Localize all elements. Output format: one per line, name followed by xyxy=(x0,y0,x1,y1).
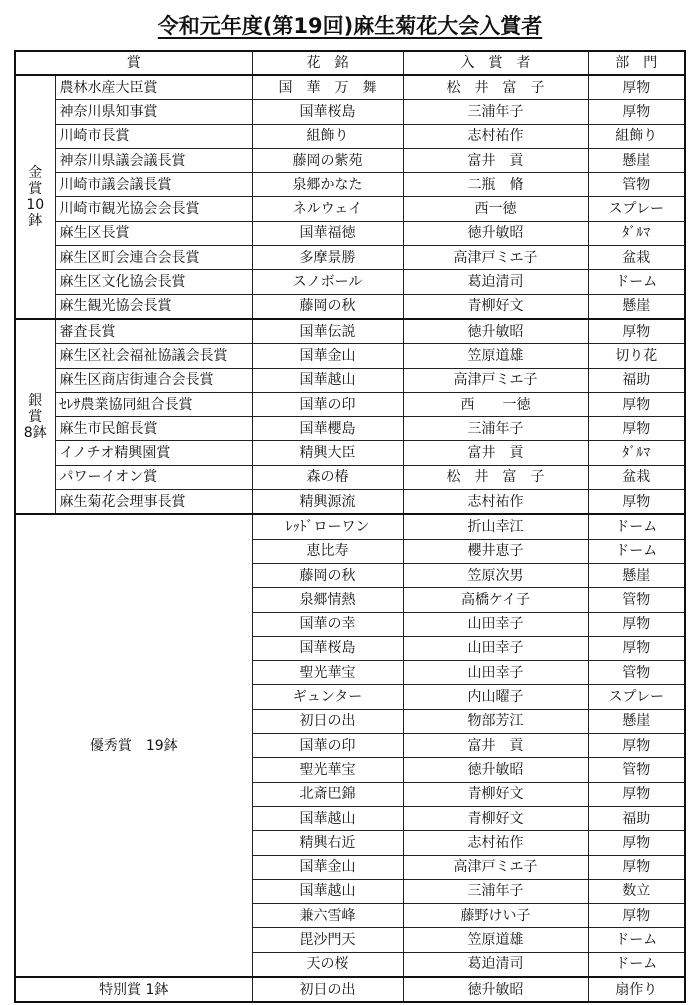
winner-name: 徳升敏昭 xyxy=(403,758,588,782)
department: スプレー xyxy=(588,685,685,709)
award-name: 麻生菊花会理事長賞 xyxy=(55,490,252,515)
winner-name: 志村祐作 xyxy=(403,831,588,855)
winner-name: 笠原道雄 xyxy=(403,344,588,368)
flower-name: 聖光華宝 xyxy=(252,661,403,685)
page-title xyxy=(0,10,700,40)
flower-name: 毘沙門天 xyxy=(252,928,403,952)
department: 扇作り xyxy=(588,977,685,1002)
award-name: 農林水産大臣賞 xyxy=(55,75,252,100)
flower-name: 泉郷かなた xyxy=(252,173,403,197)
winner-name: 葛迫清司 xyxy=(403,270,588,294)
winner-name: 青柳好文 xyxy=(403,782,588,806)
department: 盆栽 xyxy=(588,465,685,489)
winner-name: 山田幸子 xyxy=(403,636,588,660)
winner-name: 折山幸江 xyxy=(403,514,588,539)
flower-name: 多摩景勝 xyxy=(252,246,403,270)
header-award: 賞 xyxy=(15,51,252,75)
winner-name: 志村祐作 xyxy=(403,490,588,515)
table-row xyxy=(15,392,685,416)
silver-award-label-line: 銀 xyxy=(28,392,43,409)
flower-name: 組飾り xyxy=(252,124,403,148)
flower-name: 恵比寿 xyxy=(252,539,403,563)
table-row xyxy=(15,465,685,489)
department: 盆栽 xyxy=(588,246,685,270)
award-name: 麻生市民館長賞 xyxy=(55,417,252,441)
header-row xyxy=(15,51,685,75)
table-row xyxy=(15,197,685,221)
table-row xyxy=(15,294,685,319)
gold-award-label-line: 金 xyxy=(28,164,43,181)
department: 厚物 xyxy=(588,612,685,636)
department: 懸崖 xyxy=(588,709,685,733)
table-row xyxy=(15,221,685,245)
winner-name: 笠原道雄 xyxy=(403,928,588,952)
table-row xyxy=(15,319,685,344)
table-row xyxy=(15,977,685,1002)
department: スプレー xyxy=(588,197,685,221)
winner-name: 笠原次男 xyxy=(403,563,588,587)
department: ドーム xyxy=(588,514,685,539)
gold-award-label xyxy=(15,75,55,319)
department: 厚物 xyxy=(588,831,685,855)
winner-name: 松 井 富 子 xyxy=(403,75,588,100)
winner-name: 富井 貢 xyxy=(403,441,588,465)
department: 厚物 xyxy=(588,100,685,124)
flower-name: 藤岡の秋 xyxy=(252,294,403,319)
winner-name: 青柳好文 xyxy=(403,294,588,319)
department: 厚物 xyxy=(588,734,685,758)
department: 懸崖 xyxy=(588,148,685,172)
award-name: 麻生観光協会長賞 xyxy=(55,294,252,319)
flower-name: 国 華 万 舞 xyxy=(252,75,403,100)
header-dept: 部 門 xyxy=(588,51,685,75)
table-row xyxy=(15,344,685,368)
department: ﾀﾞﾙﾏ xyxy=(588,221,685,245)
award-name: 麻生区社会福祉協議会長賞 xyxy=(55,344,252,368)
flower-name: ネルウェイ xyxy=(252,197,403,221)
department: ﾀﾞﾙﾏ xyxy=(588,441,685,465)
department: 管物 xyxy=(588,588,685,612)
flower-name: 国華櫻島 xyxy=(252,417,403,441)
table-row xyxy=(15,173,685,197)
winner-name: 富井 貢 xyxy=(403,734,588,758)
silver-award-label-line: 賞 xyxy=(28,408,43,425)
department: 厚物 xyxy=(588,782,685,806)
flower-name: 泉郷情熱 xyxy=(252,588,403,612)
special-award-label: 特別賞 1鉢 xyxy=(15,977,252,1002)
flower-name: 国華の幸 xyxy=(252,612,403,636)
department: 厚物 xyxy=(588,392,685,416)
department: 福助 xyxy=(588,806,685,830)
flower-name: 北斎巴錦 xyxy=(252,782,403,806)
header-flower: 花 銘 xyxy=(252,51,403,75)
department: 厚物 xyxy=(588,904,685,928)
gold-award-label-line: 10 xyxy=(26,196,45,213)
winner-name: 西一徳 xyxy=(403,197,588,221)
award-name: 審査長賞 xyxy=(55,319,252,344)
department: 数立 xyxy=(588,879,685,903)
silver-award-label-line: 8鉢 xyxy=(23,424,47,441)
table-row xyxy=(15,417,685,441)
winner-name: 三浦年子 xyxy=(403,417,588,441)
department: 組飾り xyxy=(588,124,685,148)
flower-name: スノボール xyxy=(252,270,403,294)
winner-name: 高津戸ミエ子 xyxy=(403,855,588,879)
flower-name: 藤岡の紫苑 xyxy=(252,148,403,172)
flower-name: 聖光華宝 xyxy=(252,758,403,782)
table-row xyxy=(15,148,685,172)
winner-name: 高橋ケイ子 xyxy=(403,588,588,612)
flower-name: 国華越山 xyxy=(252,806,403,830)
winner-name: 三浦年子 xyxy=(403,879,588,903)
department: ドーム xyxy=(588,952,685,977)
table-row xyxy=(15,124,685,148)
award-name: 神奈川県議会議長賞 xyxy=(55,148,252,172)
table-row xyxy=(15,368,685,392)
flower-name: ギュンター xyxy=(252,685,403,709)
winner-name: 徳升敏昭 xyxy=(403,319,588,344)
department: ドーム xyxy=(588,270,685,294)
flower-name: 国華金山 xyxy=(252,855,403,879)
winner-name: 青柳好文 xyxy=(403,806,588,830)
award-name: 川崎市長賞 xyxy=(55,124,252,148)
department: 懸崖 xyxy=(588,294,685,319)
winner-name: 山田幸子 xyxy=(403,661,588,685)
award-name: イノチオ精興園賞 xyxy=(55,441,252,465)
table-row xyxy=(15,246,685,270)
winner-name: 高津戸ミエ子 xyxy=(403,368,588,392)
department: 厚物 xyxy=(588,855,685,879)
department: 厚物 xyxy=(588,417,685,441)
department: 懸崖 xyxy=(588,563,685,587)
award-name: 神奈川県知事賞 xyxy=(55,100,252,124)
award-name: 麻生区商店街連合会長賞 xyxy=(55,368,252,392)
department: 厚物 xyxy=(588,490,685,515)
award-name: パワーイオン賞 xyxy=(55,465,252,489)
winner-name: 櫻井恵子 xyxy=(403,539,588,563)
department: 厚物 xyxy=(588,75,685,100)
flower-name: 兼六雪峰 xyxy=(252,904,403,928)
silver-award-label xyxy=(15,319,55,514)
flower-name: 国華の印 xyxy=(252,392,403,416)
winner-name: 葛迫清司 xyxy=(403,952,588,977)
flower-name: 森の椿 xyxy=(252,465,403,489)
winner-name: 志村祐作 xyxy=(403,124,588,148)
flower-name: 国華福徳 xyxy=(252,221,403,245)
award-name: 川崎市観光協会会長賞 xyxy=(55,197,252,221)
department: 管物 xyxy=(588,173,685,197)
gold-award-label-line: 賞 xyxy=(28,180,43,197)
flower-name: 天の桜 xyxy=(252,952,403,977)
department: 厚物 xyxy=(588,636,685,660)
department: ドーム xyxy=(588,928,685,952)
flower-name: 精興源流 xyxy=(252,490,403,515)
winner-name: 徳升敏昭 xyxy=(403,977,588,1002)
flower-name: 国華桜島 xyxy=(252,100,403,124)
table-row xyxy=(15,100,685,124)
winner-name: 富井 貢 xyxy=(403,148,588,172)
award-name: 麻生区長賞 xyxy=(55,221,252,245)
flower-name: 初日の出 xyxy=(252,709,403,733)
table-row xyxy=(15,75,685,100)
winner-name: 山田幸子 xyxy=(403,612,588,636)
department: 管物 xyxy=(588,758,685,782)
winner-name: 西 一徳 xyxy=(403,392,588,416)
flower-name: 国華の印 xyxy=(252,734,403,758)
award-name: ｾﾚｻ農業協同組合長賞 xyxy=(55,392,252,416)
awards-body xyxy=(15,75,685,1002)
department: 切り花 xyxy=(588,344,685,368)
flower-name: 精興大臣 xyxy=(252,441,403,465)
awards-table xyxy=(14,50,686,1003)
department: 福助 xyxy=(588,368,685,392)
department: 厚物 xyxy=(588,319,685,344)
award-name: 川崎市議会議長賞 xyxy=(55,173,252,197)
winner-name: 二瓶 脩 xyxy=(403,173,588,197)
department: ドーム xyxy=(588,539,685,563)
title-text: 令和元年度(第19回)麻生菊花大会入賞者 xyxy=(157,14,543,38)
winner-name: 松 井 富 子 xyxy=(403,465,588,489)
flower-name: 国華金山 xyxy=(252,344,403,368)
gold-award-label-line: 鉢 xyxy=(28,213,43,230)
table-row xyxy=(15,270,685,294)
winner-name: 内山曜子 xyxy=(403,685,588,709)
winner-name: 物部芳江 xyxy=(403,709,588,733)
winner-name: 徳升敏昭 xyxy=(403,221,588,245)
flower-name: 精興右近 xyxy=(252,831,403,855)
winner-name: 高津戸ミエ子 xyxy=(403,246,588,270)
flower-name: 藤岡の秋 xyxy=(252,563,403,587)
winner-name: 三浦年子 xyxy=(403,100,588,124)
department: 管物 xyxy=(588,661,685,685)
table-row xyxy=(15,514,685,539)
winner-name: 藤野けい子 xyxy=(403,904,588,928)
flower-name: 国華越山 xyxy=(252,368,403,392)
table-row xyxy=(15,441,685,465)
award-name: 麻生区町会連合会長賞 xyxy=(55,246,252,270)
excellence-award-label: 優秀賞 19鉢 xyxy=(15,514,252,977)
flower-name: 初日の出 xyxy=(252,977,403,1002)
table-row xyxy=(15,490,685,515)
flower-name: 国華越山 xyxy=(252,879,403,903)
flower-name: 国華伝説 xyxy=(252,319,403,344)
header-winner: 入 賞 者 xyxy=(403,51,588,75)
award-name: 麻生区文化協会長賞 xyxy=(55,270,252,294)
flower-name: ﾚｯﾄﾞローワン xyxy=(252,514,403,539)
flower-name: 国華桜島 xyxy=(252,636,403,660)
